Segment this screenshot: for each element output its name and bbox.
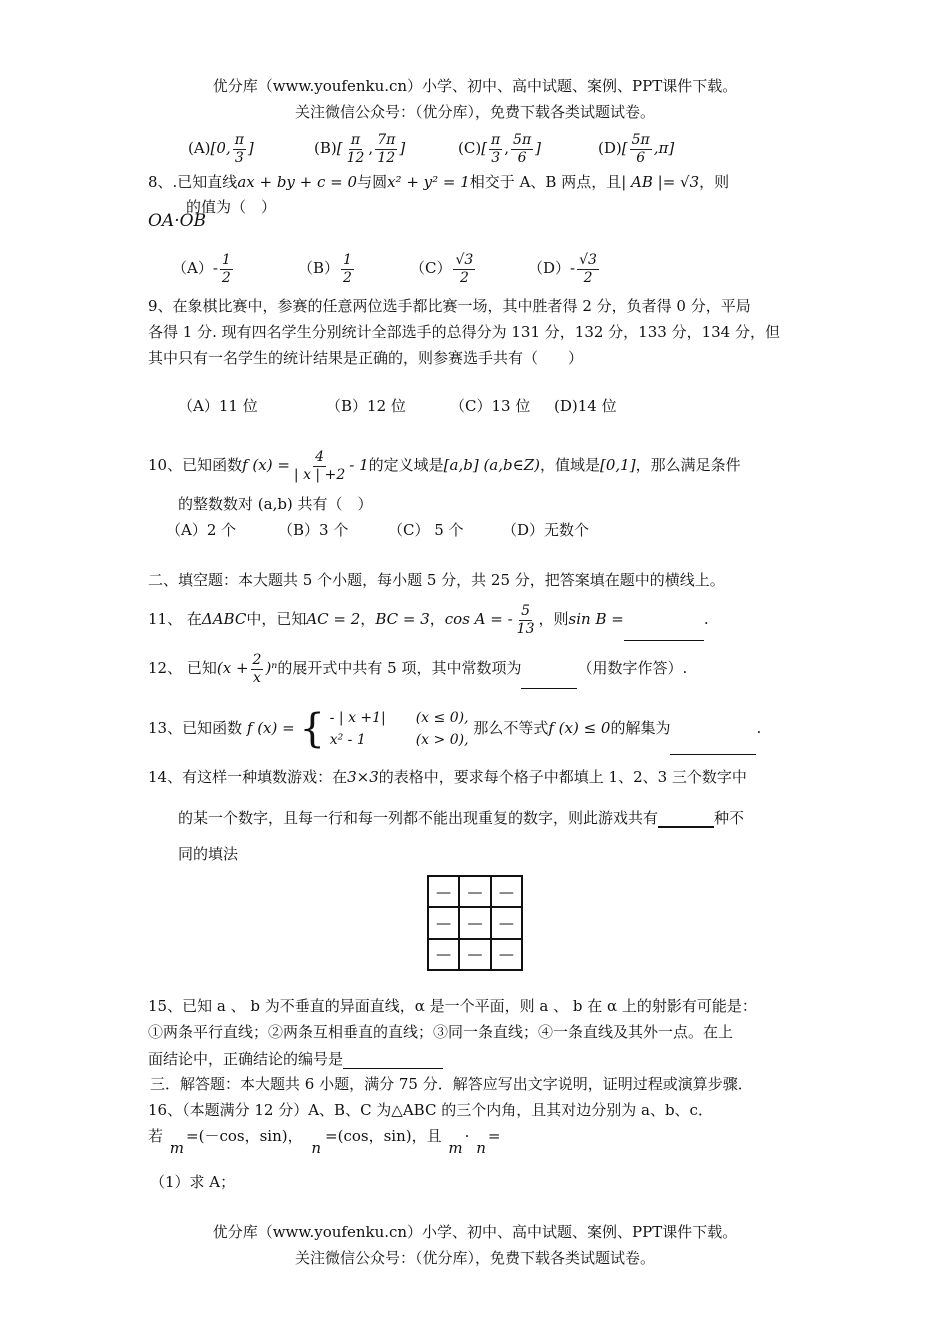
q9-option-d: (D)14 位 (554, 397, 617, 415)
q10-option-d: （D）无数个 (502, 521, 590, 539)
q14-answer-blank (658, 806, 714, 828)
grid-cell: — (491, 876, 522, 907)
q16-line-2: 若 m=(－cos，sin)， n=(cos，sin)，且 m· n= (148, 1127, 501, 1157)
q8-stem: 8、.已知直线ax + by + c = 0与圆x² + y² = 1相交于 A、B 两点，且| AB |= √3，则 (148, 173, 730, 191)
q8-option-a: （A）- $\frac{1}{2}$ (172, 251, 231, 286)
q9-option-c: （C）13 位 (450, 397, 531, 415)
q13-answer-blank (670, 700, 756, 755)
q16-line-1: 16、（本题满分 12 分）A、B、C 为△ABC 的三个内角，且其对边分别为 a、b、c． (148, 1101, 713, 1119)
grid-cell: — (491, 907, 522, 938)
section-2-heading: 二、填空题：本大题共 5 个小题，每小题 5 分，共 25 分，把答案填在题中的横线上。 (148, 571, 725, 589)
grid-cell: — (459, 907, 490, 938)
q10-option-b: （B）3 个 (278, 521, 349, 539)
q8-option-c: （C） $\frac{√3}{2}$ (410, 251, 474, 286)
q15-answer-blank (343, 1048, 443, 1069)
q14-line-2: 的某一个数字，且每一行和每一列都不能出现重复的数字，则此游戏共有 种不 (178, 806, 744, 828)
q9-line-2: 各得 1 分. 现有四名学生分别统计全部选手的总得分为 131 分，132 分，133 分，134 分，但 (148, 323, 780, 341)
footer-line-1: 优分库（www.youfenku.cn）小学、初中、高中试题、案例、PPT课件下载。 (212, 1223, 738, 1241)
q9-line-3: 其中只有一名学生的统计结果是正确的，则参赛选手共有（ ） (148, 349, 584, 367)
q10-stem: 10、已知函数f (x) = $\frac{4}{| x | +2}$ - 1的定义域是[a,b] (a,b∈Z)，值域是[0,1]，那么满足条件 (148, 448, 741, 483)
q15-line-2: ①两条平行直线；②两条互相垂直的直线；③同一条直线；④一条直线及其外一点。在上 (148, 1023, 734, 1041)
q16-part-1: （1）求 A； (150, 1173, 236, 1191)
q7-option-d: (D)[ $\frac{5\pi}{6}$ ,π] (598, 131, 675, 166)
grid-cell: — (459, 876, 490, 907)
grid-cell: — (459, 939, 490, 970)
q10-option-a: （A）2 个 (166, 521, 237, 539)
q15-line-1: 15、已知 a 、 b 为不垂直的异面直线，α 是一个平面，则 a 、 b 在 α 上的射影有可能是： (148, 997, 757, 1015)
q12-answer-blank (521, 646, 577, 689)
q9-option-b: （B）12 位 (326, 397, 406, 415)
section-3-heading: 三．解答题：本大题共 6 小题，满分 75 分．解答应写出文字说明，证明过程或演算步骤． (150, 1075, 753, 1093)
q14-line-1: 14、有这样一种填数游戏：在3×3的表格中，要求每个格子中都填上 1、2、3 三个数字中 (148, 768, 747, 786)
header-line-2: 关注微信公众号：（优分库），免费下载各类试题试卷。 (294, 103, 655, 121)
left-brace-icon: { (299, 706, 325, 752)
q14-line-3: 同的填法 (178, 845, 239, 863)
q7-option-c: (C)[ $\frac{\pi}{3}$ , $\frac{5\pi}{6}$ ] (458, 131, 541, 166)
q7-option-a: (A)[0, $\frac{\pi}{3}$ ] (188, 131, 254, 166)
q15-line-3: 面结论中，正确结论的编号是 (148, 1048, 443, 1069)
q13-stem: 13、已知函数 f (x) = { - | x +1| (x ≤ 0), x² - 1 (x > 0), 那么不等式f (x) ≤ 0的解集为 . (148, 700, 761, 754)
grid-cell: — (428, 876, 459, 907)
fill-number-grid (427, 875, 523, 971)
q8-stem-2: 的值为（ ） (186, 198, 277, 216)
q10-line-2: 的整数数对 (a,b) 共有（ ） (178, 495, 373, 513)
grid-cell: — (491, 939, 522, 970)
q9-line-1: 9、在象棋比赛中，参赛的任意两位选手都比赛一场，其中胜者得 2 分，负者得 0 分，平局 (148, 297, 751, 315)
q8-option-b: （B） $\frac{1}{2}$ (298, 251, 352, 286)
q8-vector-product: OA·OB (148, 211, 207, 231)
q12-stem: 12、 已知(x + $\frac{2}{x}$ )ⁿ的展开式中共有 5 项，其中常数项为 （用数字作答）. (148, 646, 687, 688)
q7-option-b: (B)[ $\frac{\pi}{12}$ , $\frac{7\pi}{12}$ ] (314, 131, 406, 166)
q9-option-a: （A）11 位 (178, 397, 258, 415)
header-line-1: 优分库（www.youfenku.cn）小学、初中、高中试题、案例、PPT课件下载。 (212, 77, 738, 95)
q11-stem: 11、 在ΔABC中，已知AC = 2，BC = 3，cos A = - $\frac{5}{13}$ ，则sin B = . (148, 596, 709, 640)
q8-option-d: （D）- $\frac{√3}{2}$ (528, 251, 597, 286)
q11-answer-blank (624, 596, 704, 641)
q13-piecewise: - | x +1| (x ≤ 0), x² - 1 (x > 0), (329, 710, 469, 748)
q10-option-c: （C） 5 个 (388, 521, 464, 539)
footer-line-2: 关注微信公众号：（优分库），免费下载各类试题试卷。 (294, 1249, 655, 1267)
grid-cell: — (428, 939, 459, 970)
grid-cell: — (428, 907, 459, 938)
